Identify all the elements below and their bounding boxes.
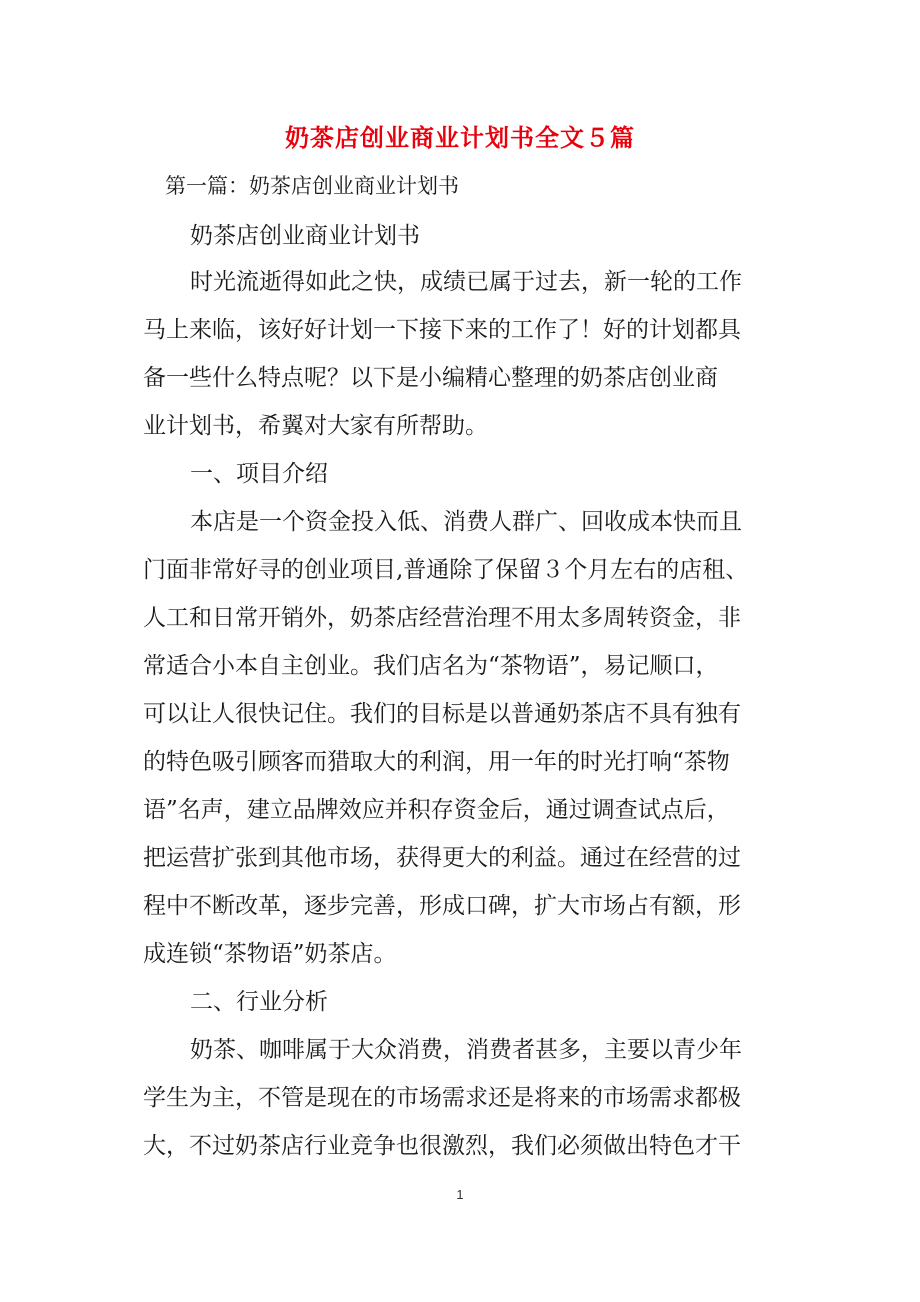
paragraph-line: 把运营扩张到其他市场，获得更大的利益。通过在经营的过 bbox=[143, 845, 741, 871]
paragraph-line: 人工和日常开销外，奶茶店经营治理不用太多周转资金，非 bbox=[143, 605, 741, 631]
paragraph-line: 可以让人很快记住。我们的目标是以普通奶茶店不具有独有 bbox=[143, 701, 741, 727]
doc-heading: 奶茶店创业商业计划书 bbox=[190, 223, 420, 249]
paragraph-line: 的特色吸引顾客而猎取大的利润，用一年的时光打响“茶物 bbox=[143, 749, 730, 775]
paragraph-line: 奶茶、咖啡属于大众消费，消费者甚多，主要以青少年 bbox=[190, 1037, 742, 1063]
page-number: 1 bbox=[456, 1187, 464, 1202]
section-title: 一、项目介绍 bbox=[190, 461, 328, 487]
section-title: 二、行业分析 bbox=[190, 989, 328, 1015]
paragraph-line: 时光流逝得如此之快，成绩已属于过去，新一轮的工作 bbox=[190, 269, 742, 295]
paragraph-line: 常适合小本自主创业。我们店名为“茶物语”，易记顺口， bbox=[143, 653, 719, 679]
section-heading: 第一篇：奶茶店创业商业计划书 bbox=[165, 174, 459, 198]
paragraph-line: 门面非常好寻的创业项目,普通除了保留３个月左右的店租、 bbox=[143, 557, 749, 583]
paragraph-line: 成连锁“茶物语”奶茶店。 bbox=[143, 941, 397, 967]
paragraph-line: 本店是一个资金投入低、消费人群广、回收成本快而且 bbox=[190, 509, 742, 535]
document-title: 奶茶店创业商业计划书全文５篇 bbox=[285, 123, 635, 152]
paragraph-line: 备一些什么特点呢？以下是小编精心整理的奶茶店创业商 bbox=[143, 365, 718, 391]
paragraph-line: 马上来临，该好好计划一下接下来的工作了！好的计划都具 bbox=[143, 317, 741, 343]
paragraph-line: 程中不断改革，逐步完善，形成口碑，扩大市场占有额，形 bbox=[143, 893, 741, 919]
paragraph-line: 语”名声，建立品牌效应并积存资金后，通过调查试点后， bbox=[143, 797, 730, 823]
paragraph-line: 大，不过奶茶店行业竞争也很激烈，我们必须做出特色才干 bbox=[143, 1133, 741, 1159]
paragraph-line: 学生为主，不管是现在的市场需求还是将来的市场需求都极 bbox=[143, 1085, 741, 1111]
paragraph-line: 业计划书，希翼对大家有所帮助。 bbox=[143, 413, 488, 439]
